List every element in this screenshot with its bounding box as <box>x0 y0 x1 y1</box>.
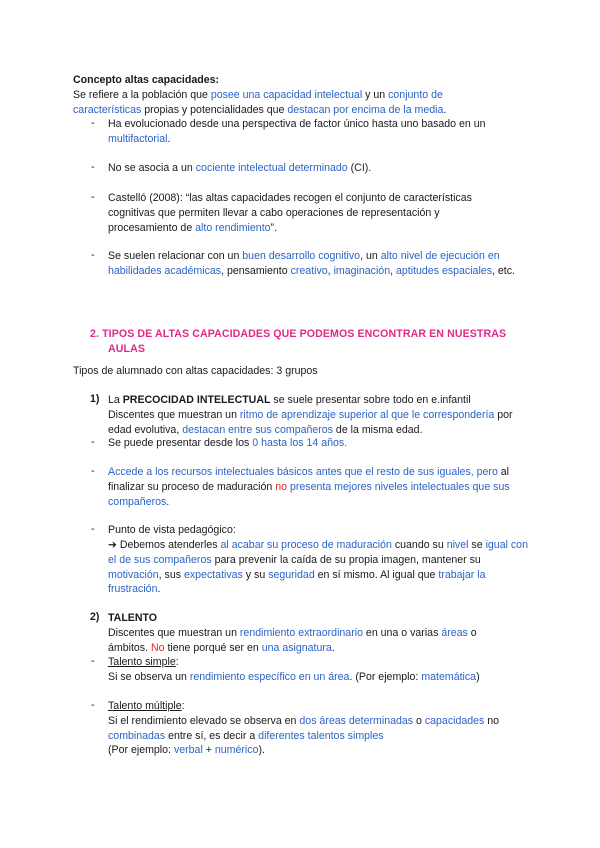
text-run: + <box>202 744 215 757</box>
text-run: o ámbitos. <box>108 627 477 654</box>
text-run: , un <box>360 250 381 262</box>
concepto-heading: Concepto altas capacidades: <box>73 74 220 86</box>
text-run: , sus <box>158 568 184 581</box>
text-run: cociente intelectual determinado <box>195 162 348 174</box>
text-run: características <box>73 103 142 116</box>
precocidad-bullet-3 <box>108 523 528 538</box>
text-run: al acabar su proceso de maduración <box>220 539 392 551</box>
text-run: La <box>108 394 123 406</box>
text-run: cuando su <box>391 539 447 551</box>
text-run: . <box>166 495 170 508</box>
text-run: y un <box>362 89 389 101</box>
text-run: propias y potencialidades que <box>141 103 288 116</box>
text-run: buen desarrollo cognitivo <box>242 250 361 262</box>
text-run: trabajar la frustración <box>108 568 486 596</box>
text-run: , pensamiento <box>221 264 291 277</box>
text-run: verbal <box>173 744 203 757</box>
section-2-heading-line-2: AULAS <box>108 343 145 355</box>
text-run: áreas <box>441 627 468 639</box>
concepto-bullet-1 <box>108 117 528 147</box>
bullet-dash: - <box>91 161 95 173</box>
text-run: . <box>331 641 335 654</box>
text-run: diferentes talentos simples <box>258 729 384 742</box>
text-run: , <box>390 264 396 277</box>
concepto-paragraph <box>73 88 533 118</box>
text-run: dos áreas determinadas <box>299 714 414 727</box>
text-run: , etc. <box>492 264 515 277</box>
text-run: o <box>413 714 425 727</box>
section-2-heading <box>90 327 530 357</box>
text-run: ➔ Debemos atenderles <box>108 539 221 551</box>
text-run: se suele presentar sobre todo en e.infantil Discentes que muestran un <box>108 394 471 421</box>
text-run: expectativas <box>183 568 243 581</box>
text-run: rendimiento específico en un área <box>189 670 350 683</box>
text-run: creativo <box>290 264 328 277</box>
text-run: rendimiento extraordinario <box>239 627 363 639</box>
precocidad-bullet-1 <box>108 436 528 451</box>
text-run: posee una capacidad intelectual <box>210 89 363 101</box>
text-run: aptitudes espaciales <box>396 264 492 277</box>
text-run: en una o varias <box>362 627 442 639</box>
text-run: Punto de vista pedagógico: <box>108 524 236 536</box>
text-run: ”. <box>270 221 278 234</box>
text-run: seguridad <box>268 568 315 581</box>
text-run: . <box>157 583 161 596</box>
text-run: no <box>484 714 500 727</box>
precocidad-bullet-2 <box>108 465 528 509</box>
talento-multiple-example <box>108 744 265 756</box>
item-2-number: 2) <box>90 611 100 623</box>
text-run: motivación <box>108 568 159 581</box>
text-run: entre sí, es decir a <box>165 729 259 742</box>
text-run: igual con el de sus compañeros <box>108 539 528 566</box>
text-run: (CI). <box>347 162 372 174</box>
text-run: PRECOCIDAD INTELECTUAL <box>122 394 271 406</box>
talento-multiple-title: Talento múltiple <box>108 700 182 712</box>
text-run: de la misma edad. <box>332 423 423 436</box>
text-run: Se puede presentar desde los <box>108 437 253 449</box>
concepto-bullet-3 <box>108 191 473 235</box>
text-run: tiene porqué ser en <box>164 641 262 654</box>
text-run: se <box>468 539 486 551</box>
bullet-dash: - <box>91 117 95 129</box>
text-run: por edad evolutiva, <box>108 408 513 436</box>
text-run: y su <box>242 568 269 581</box>
text-run: Discentes que muestran un <box>108 627 240 639</box>
text-run: nivel <box>446 539 469 551</box>
text-run: 0 hasta los 14 años. <box>252 437 348 449</box>
concepto-bullet-2 <box>108 161 528 176</box>
text-run: , <box>327 264 334 277</box>
text-run: Se refiere a la población que <box>73 89 211 101</box>
precocidad-paragraph <box>108 393 518 437</box>
bullet-dash: - <box>91 249 95 261</box>
bullet-dash: - <box>91 465 95 477</box>
text-run: . <box>443 103 447 116</box>
section-2-heading-line-1: 2. TIPOS DE ALTAS CAPACIDADES QUE PODEMOS ENCONTRAR EN NUESTRAS <box>90 328 507 340</box>
pedagogico-arrow-item <box>108 538 528 597</box>
text-run: Si el rendimiento elevado se observa en <box>108 714 300 727</box>
bullet-dash: - <box>91 191 95 203</box>
text-run: capacidades <box>424 714 485 727</box>
talento-multiple-item: Talento múltiple: Si el rendimiento elevado se observa en dos áreas determinadas o capacidades no combinadas entre sí, es decir a diferentes talentos simples (Por ejemplo: verbal + numérico). <box>108 700 500 757</box>
text-run: multifactorial <box>108 132 168 145</box>
bullet-dash: - <box>91 523 95 535</box>
text-run: para prevenir la caída de su propia imagen, mantener su <box>211 553 481 566</box>
text-run: Ha evolucionado desde una perspectiva de factor único hasta uno basado en un <box>108 118 486 130</box>
talento-title: TALENTO <box>108 612 158 624</box>
text-run: alto nivel de ejecución en habilidades académicas <box>108 250 500 277</box>
talento-multiple-body <box>108 715 499 742</box>
text-run: conjunto de <box>388 89 443 101</box>
text-run: (Por ejemplo: <box>108 744 174 757</box>
text-run: combinadas <box>108 729 166 742</box>
text-run: Accede a los recursos intelectuales básicos antes que el resto de sus iguales, pero <box>108 466 498 478</box>
text-run: al finalizar su proceso de maduración <box>108 466 510 493</box>
concepto-line-2 <box>73 104 446 116</box>
text-run: Se suelen relacionar con un <box>108 250 243 262</box>
text-run: numérico <box>214 744 259 757</box>
text-run: No se asocia a un <box>108 162 196 174</box>
bullet-dash: - <box>91 699 95 711</box>
talento-simple-item: Talento simple: Si se observa un rendimiento específico en un área. (Por ejemplo: matemática) <box>108 656 480 683</box>
talento-paragraph <box>108 626 498 656</box>
text-run: ritmo de aprendizaje superior al que le correspondería <box>239 408 495 421</box>
tipos-intro: Tipos de alumnado con altas capacidades: 3 grupos <box>73 365 318 377</box>
text-run: imaginación <box>333 264 391 277</box>
text-run: en sí mismo. Al igual que <box>314 568 439 581</box>
talento-simple-body <box>108 671 480 683</box>
text-run: ) <box>476 670 480 683</box>
text-run: No <box>150 641 165 654</box>
text-run: alto rendimiento <box>195 221 271 234</box>
concepto-bullet-4 <box>108 249 528 279</box>
text-run: presenta mejores niveles intelectuales que sus compañeros <box>108 480 510 508</box>
bullet-dash: - <box>91 436 95 448</box>
item-1-number: 1) <box>90 393 100 405</box>
concepto-line-1 <box>73 89 443 101</box>
text-run: destacan entre sus compañeros <box>182 423 333 436</box>
text-run: . <box>167 132 171 145</box>
text-run: matemática <box>421 670 477 683</box>
text-run: no <box>275 480 288 493</box>
bullet-dash: - <box>91 655 95 667</box>
text-run: ). <box>258 744 265 757</box>
text-run: Castelló (2008): “las altas capacidades recogen el conjunto de características cognitivas que permiten llevar a cabo operaciones de representación y procesamiento de <box>108 192 472 234</box>
text-run: una asignatura <box>261 641 332 654</box>
talento-simple-title: Talento simple <box>108 656 176 668</box>
text-run: Si se observa un <box>108 670 190 683</box>
text-run: . (Por ejemplo: <box>349 670 422 683</box>
text-run: destacan por encima de la media <box>287 103 444 116</box>
